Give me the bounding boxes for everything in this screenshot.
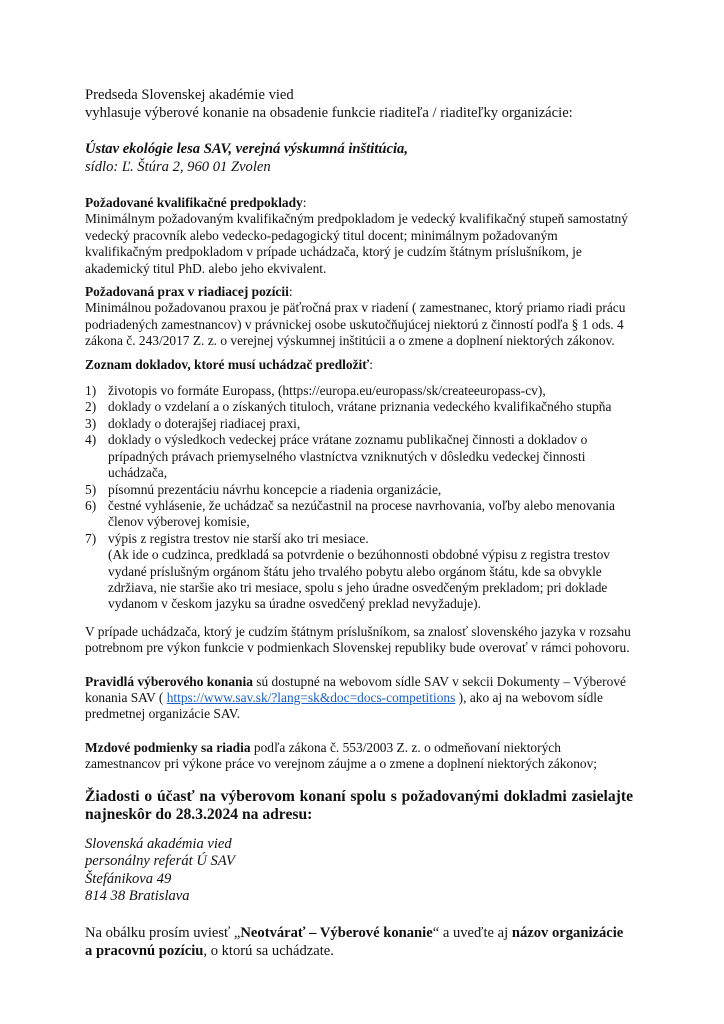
list-number: 3) — [85, 415, 97, 431]
language-text: V prípade uchádzača, ktorý je cudzím štátnym príslušníkom, sa znalosť slovenského jazyka v rozsahu potrebnom pre výkon funkcie v podmienkach Slovenskej republiky bude overovať v rámci pohovoru. — [85, 623, 631, 656]
colon: : — [369, 356, 373, 372]
envelope-text: Na obálku prosím uviesť „ — [85, 924, 241, 941]
address-line: personálny referát Ú SAV — [85, 853, 235, 870]
list-item — [85, 383, 633, 399]
list-text: výpis z registra trestov nie starší ako tri mesiace. — [108, 530, 369, 546]
organization — [85, 140, 633, 176]
envelope-text: “ a uveďte aj — [432, 924, 512, 941]
list-text: životopis vo formáte Europass, (https://europa.eu/europass/sk/createeuropass-cv), — [108, 383, 546, 399]
list-number: 7) — [85, 530, 97, 546]
envelope-bold: názov organizácie a pracovnú pozíciu — [85, 924, 624, 959]
rules-bold: Pravidlá výberového konania — [85, 673, 253, 689]
envelope-text: , o ktorú sa uchádzate. — [203, 942, 334, 959]
list-number: 4) — [85, 432, 97, 448]
list-item — [85, 498, 633, 531]
address-line: 814 38 Bratislava — [85, 888, 190, 905]
documents-list — [85, 383, 633, 613]
intro-line-1: Predseda Slovenskej akadémie vied — [85, 87, 294, 103]
list-item — [85, 416, 633, 432]
documents-section — [85, 357, 633, 613]
list-text: doklady o doterajšej riadiacej praxi, — [108, 415, 301, 431]
list-number: 1) — [85, 383, 97, 399]
list-item — [85, 531, 633, 613]
qualifications-section — [85, 195, 633, 277]
qualifications-heading: Požadované kvalifikačné predpoklady — [85, 195, 303, 210]
list-number: 5) — [85, 481, 97, 497]
rules-paragraph — [85, 674, 633, 723]
list-item — [85, 432, 633, 481]
list-item — [85, 482, 633, 498]
practice-heading: Požadovaná prax v riadiacej pozícii — [85, 284, 289, 300]
list-item — [85, 399, 633, 415]
qualifications-text: Minimálnym požadovaným kvalifikačným predpokladom je vedecký kvalifikačný stupeň samostatný vedecký pracovník alebo vedecko-pedagogický titul docent; minimálnym požadovaným kvalifikačným predpokladom v prípade uchádzača, ktorý je cudzím štátnym príslušníkom, je akademický titul PhD. alebo jeho ekvivalent. — [85, 211, 628, 276]
list-number: 6) — [85, 497, 97, 513]
practice-text: Minimálnou požadovanou praxou je päťročná prax v riadení ( zamestnanec, ktorý priamo riadi prácu podriadených zamestnancov) v právnickej osobe uskutočňujúcej niektorú z činností podľa § 1 ods. 4 zákona č. 243/2017 Z. z. o verejnej výskumnej inštitúcii a o zmene a doplnení niektorých zákonov. — [85, 300, 626, 349]
list-note: (Ak ide o cudzinca, predkladá sa potvrdenie o bezúhonnosti obdobné výpisu z registra trestov vydané príslušným orgánom štátu jeho trvalého pobytu alebo orgánom štátu, kde sa obvykle zdržiava, nie staršie ako tri mesiace, spolu s jeho úradne osvedčeným prekladom; pri doklade vydanom v českom jazyku sa úradne osvedčený preklad nevyžaduje). — [108, 547, 611, 612]
practice-section — [85, 284, 633, 350]
organization-seat: sídlo: Ľ. Štúra 2, 960 01 Zvolen — [85, 159, 271, 175]
rules-text: sú dostupné na webovom sídle SAV v sekcii Dokumenty – Výberové konania SAV ( — [85, 673, 626, 705]
list-text: písomnú prezentáciu návrhu koncepcie a riadenia organizácie, — [108, 481, 442, 497]
colon: : — [288, 284, 293, 300]
address-block — [85, 836, 633, 906]
salary-text: podľa zákona č. 553/2003 Z. z. o odmeňovaní niektorých zamestnancov pri výkone práce vo verejnom záujme a o zmene a doplnení niektorých zákonov; — [85, 739, 597, 772]
organization-name: Ústav ekológie lesa SAV, verejná výskumná inštitúcia, — [85, 141, 408, 157]
intro-line-2: vyhlasuje výberové konanie na obsadenie funkcie riaditeľa / riaditeľky organizácie: — [85, 105, 573, 121]
list-text: doklady o vzdelaní a o získaných tituloch, vrátane priznania vedeckého kvalifikačného stupňa — [108, 399, 612, 415]
competitions-link[interactable]: https://www.sav.sk/?lang=sk&doc=docs-competitions — [166, 689, 456, 705]
address-line: Slovenská akadémia vied — [85, 835, 232, 852]
address-line: Štefánikova 49 — [85, 870, 172, 887]
rules-text-end: ), ako aj na webovom sídle predmetnej organizácie SAV. — [85, 689, 603, 722]
document-page — [85, 86, 633, 960]
salary-paragraph — [85, 740, 633, 773]
deadline-text: Žiadosti o účasť na výberovom konaní spolu s požadovanými dokladmi zasielajte najneskôr do 28.3.2024 na adresu: — [85, 787, 633, 823]
intro — [85, 86, 633, 122]
documents-heading: Zoznam dokladov, ktoré musí uchádzač predložiť — [85, 356, 370, 372]
envelope-bold: Neotvárať – Výberové konanie — [240, 924, 433, 941]
envelope-instructions — [85, 924, 633, 960]
salary-bold: Mzdové podmienky sa riadia — [85, 739, 251, 755]
list-text: čestné vyhlásenie, že uchádzač sa nezúčastnil na procese navrhovania, voľby alebo menovania členov výberovej komisie, — [108, 497, 615, 530]
list-text: doklady o výsledkoch vedeckej práce vrátane zoznamu publikačnej činnosti a dokladov o prípadných právach priemyselného vlastníctva vzniknutých v dôsledku vedeckej činnosti uchádzača, — [108, 432, 588, 481]
colon: : — [302, 195, 307, 210]
list-number: 2) — [85, 399, 97, 415]
